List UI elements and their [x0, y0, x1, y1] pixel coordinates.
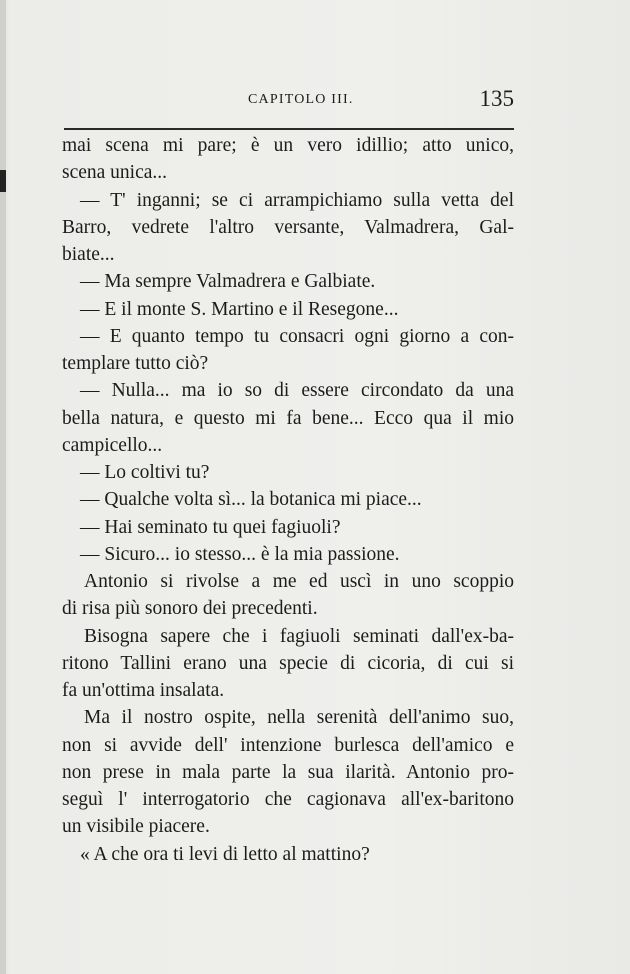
text-line: — Ma sempre Valmadrera e Galbiate. [80, 271, 376, 293]
text-line: mai scena mi pare; è un vero idillio; atto unico, [62, 135, 514, 156]
text-line: un visibile piacere. [62, 816, 210, 838]
text-line: — E quanto tempo tu consacri ogni giorno a con- [80, 325, 514, 347]
binding-edge [0, 0, 6, 974]
text-line: biate... [62, 244, 115, 265]
text-line: templare tutto ciò? [62, 353, 209, 374]
text-line: non si avvide dell' intenzione burlesca dell'amico e [62, 734, 514, 756]
text-line: — T' inganni; se ci arrampichiamo sulla vetta del [80, 189, 514, 211]
text-line: Ma il nostro ospite, nella serenità dell'animo suo, [84, 707, 514, 729]
text-line: — Qualche volta sì... la botanica mi piace... [80, 489, 422, 511]
text-line: — Sicuro... io stesso... è la mia passione. [80, 543, 400, 565]
text-line: non prese in mala parte la sua ilarità. Antonio pro- [62, 761, 514, 783]
text-line: — E il monte S. Martino e il Resegone... [80, 298, 399, 320]
text-line: bella natura, e questo mi fa bene... Ecco qua il mio [62, 407, 514, 429]
text-line: — Hai seminato tu quei fagiuoli? [80, 516, 341, 538]
running-title: CAPITOLO III. [248, 92, 354, 107]
text-line: fa un'ottima insalata. [62, 680, 225, 701]
text-line: Antonio si rivolse a me ed uscì in uno scoppio [84, 571, 514, 592]
text-line: ritono Tallini erano una specie di cicoria, di cui si [62, 652, 514, 674]
text-line: scena unica... [62, 162, 168, 184]
body-text [62, 132, 514, 868]
text-line: — Lo coltivi tu? [80, 462, 210, 483]
text-line: Bisogna sapere che i fagiuoli seminati dall'ex-ba- [84, 625, 514, 647]
page-header [62, 86, 514, 116]
text-line: — Nulla... ma io so di essere circondato da una [80, 380, 514, 402]
text-line: seguì l' interrogatorio che cagionava all'ex-baritono [62, 789, 514, 810]
text-line: di risa più sonoro dei precedenti. [62, 598, 318, 620]
text-line: Barro, vedrete l'altro versante, Valmadrera, Gal- [62, 216, 514, 238]
page-number: 135 [479, 86, 514, 111]
text-line: campicello... [62, 434, 163, 456]
text-line: « A che ora ti levi di letto al mattino? [80, 843, 370, 865]
header-rule [64, 128, 514, 130]
binding-mark [0, 170, 6, 192]
